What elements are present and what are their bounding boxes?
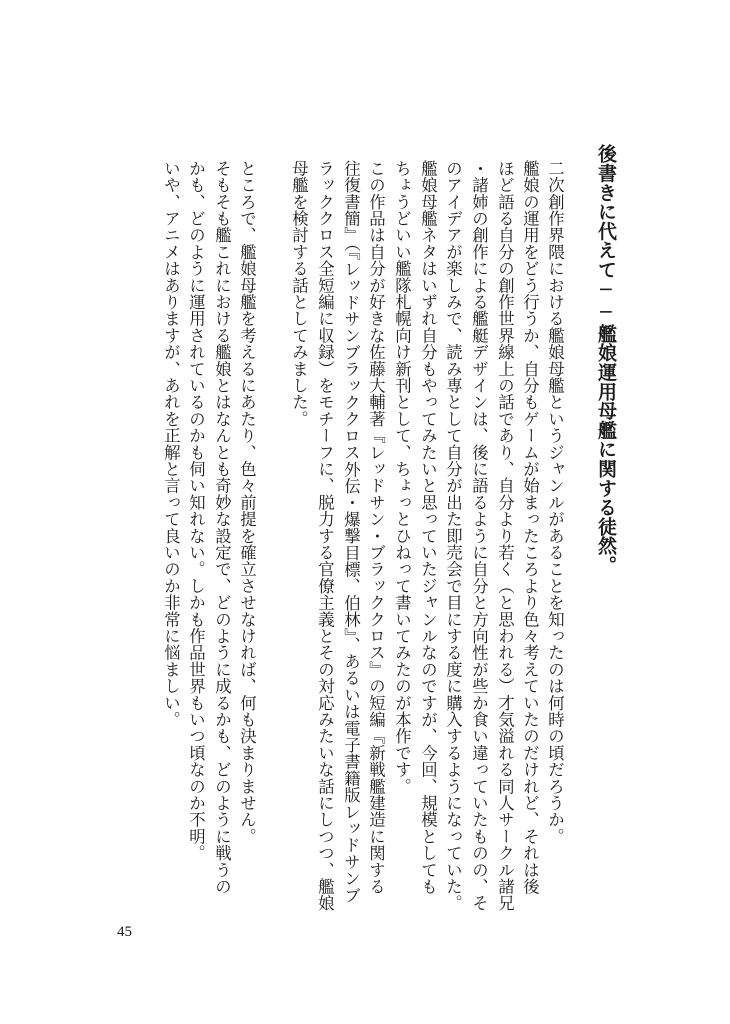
text-column-12: ところで、艦娘母艦を考えるにあたり、色々前提を確立させなければ、何も決まりません。 <box>237 160 257 845</box>
text-column-11: 母艦を検討する話としてみました。 <box>289 160 309 428</box>
text-column-2: 艦娘の運用をどう行うか、自分もゲームが始まったころより色々考えていたのだけれど、それは後 <box>520 160 540 895</box>
text-column-6: 艦娘母艦ネタはいずれ自分もやってみたいと思っていたジャンルなのですが、今回、規模としても <box>418 160 438 895</box>
text-column-1: 二次創作界隈における艦娘母艦というジャンルがあることを知ったのは何時の頃だろうか。 <box>545 160 565 845</box>
text-column-8: この作品は自分が好きな佐藤大輔著『レッドサン・ブラッククロス』の短編『新戦艦建造に関する <box>366 160 386 895</box>
afterword-heading: 後書きに代えて──艦娘運用母艦に関する徒然。 <box>595 144 617 575</box>
text-column-15: いや、アニメはありますが、あれを正解と言って良いのか非常に悩ましい。 <box>161 160 181 728</box>
text-column-10: ラッククロス全短編に収録）をモチーフに、脱力する官僚主義とその対応みたいな話にしつつ、艦娘 <box>315 160 335 912</box>
text-column-7: ちょうどいい艦隊札幌向け新刊として、ちょっとひねって書いてみたのが本作です。 <box>392 160 412 795</box>
text-column-5: のアイデアが楽しみで、読み専として自分が出た即売会で目にする度に購入するようになっていた。 <box>443 160 463 912</box>
text-column-13: そもそも艦これにおける艦娘とはなんとも奇妙な設定で、どのように成るかも、どのように戦うの <box>212 160 232 895</box>
text-column-3: ほど語る自分の創作世界線上の話であり、自分より若く（と思われる）才気溢れる同人サークル諸兄 <box>495 160 515 912</box>
page-number: 45 <box>117 924 132 940</box>
text-column-14: かも、どのように運用されているのかも伺い知れない。しかも作品世界もいつ頃なのか不明。 <box>186 160 206 862</box>
text-column-9: 往復書簡』（『レッドサンブラッククロス外伝・爆撃目標、伯林』、あるいは電子書籍版レッドサンブ <box>341 160 361 904</box>
text-column-4: ・諸姉の創作による艦艇デザインは、後に語るように自分と方向性が些か食い違っていたものの、そ <box>469 160 489 912</box>
